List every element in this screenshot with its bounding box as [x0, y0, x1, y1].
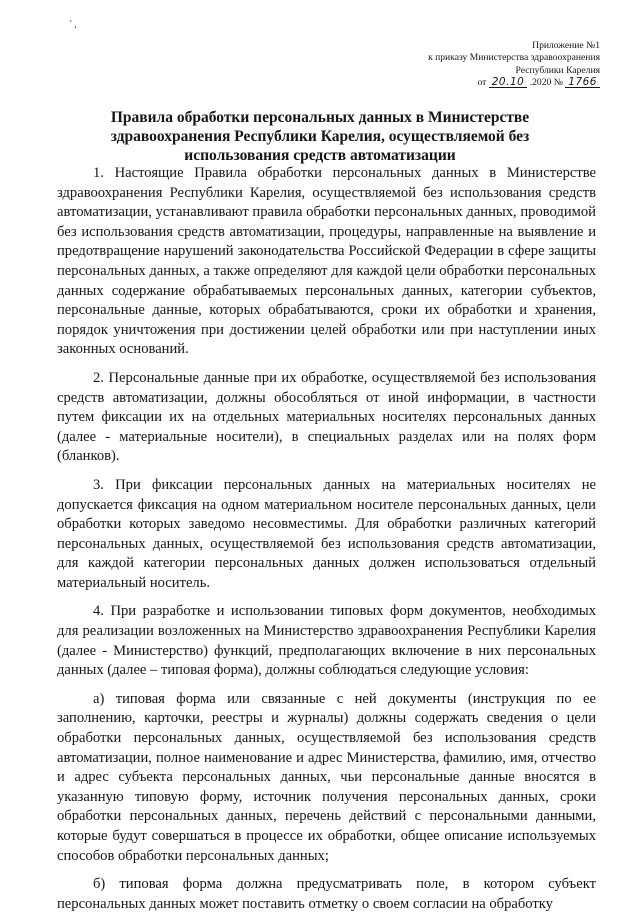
handwritten-day-month: 20.10: [489, 77, 528, 88]
paragraph-3: 3. При фиксации персональных данных на материальных носителях не допускается фиксация на одном материальном носителе персональных данных, цели обработки которых заведомо несовместимы. Для обработки различных категорий персональных данных, осуществляемой без использования средств автоматизации, для каждой категории персональных данных должен использоваться отдельный материальный носитель.: [57, 476, 596, 591]
paragraph-4a: а) типовая форма или связанные с ней документы (инструкция по ее заполнению, карточки, реестры и журналы) должны содержать сведения о цели обработки персональных данных, осуществляемой без использования средств автоматизации, полное наименование и адрес Министерства, фамилию, имя, отчество и адрес субъекта персональных данных, чьи персональные данные вносятся в указанную типовую форму, источник получения персональных данных, сроки обработки персональных данных, перечень действий с персональными данными, которые будут совершаться в процессе их обработки, общее описание используемых способов обработки персональных данных;: [57, 690, 596, 864]
paragraph-4: 4. При разработке и использовании типовых форм документов, необходимых для реализации возложенных на Министерство здравоохранения Республики Карелия (далее - Министерство) функций, предполагающих включение в них персональных данных (далее – типовая форма), должны соблюдаться следующие условия:: [57, 603, 596, 679]
date-year: .2020 №: [529, 77, 563, 89]
appendix-block: [428, 40, 600, 90]
paragraph-2: 2. Персональные данные при их обработке, осуществляемой без использования средств автоматизации, должны обособляться от иной информации, в частности путем фиксации их на отдельных материальных носителях персональных данных (далее - материальные носители), в специальных разделах или на полях форм (бланков).: [57, 369, 596, 465]
date-prefix: от: [477, 77, 487, 89]
appendix-region-line: Республики Карелия: [515, 64, 600, 76]
appendix-title: Приложение №1: [532, 40, 600, 51]
document-body: [57, 164, 596, 914]
corner-mark: ' ,: [70, 19, 77, 30]
document-title: Правила обработки персональных данных в Министерстве здравоохранения Республики Карелия, осуществляемой без использования средств автоматизации: [110, 109, 530, 164]
handwritten-order-number: 1766: [565, 77, 600, 88]
appendix-order-line: к приказу Министерства здравоохранения: [428, 52, 600, 64]
paragraph-1: 1. Настоящие Правила обработки персональных данных в Министерстве здравоохранения Республики Карелия, осуществляемой без использования средств автоматизации, устанавливают правила обработки персональных данных, проводимой без использования средств автоматизации, процедуры, направленные на выявление и предотвращение нарушений законодательства Российской Федерации в сфере защиты персональных данных, а также определяют для каждой цели обработки персональных данных содержание обрабатываемых персональных данных, категории субъектов, персональные данные, которых обрабатываются, сроки их обработки и хранения, порядок уничтожения при достижении целей обработки или при наступлении иных законных оснований.: [57, 165, 596, 358]
paragraph-4b: б) типовая форма должна предусматривать поле, в котором субъект персональных данных может поставить отметку о своем согласии на обработку: [57, 876, 596, 912]
appendix-date-line: [428, 77, 600, 89]
